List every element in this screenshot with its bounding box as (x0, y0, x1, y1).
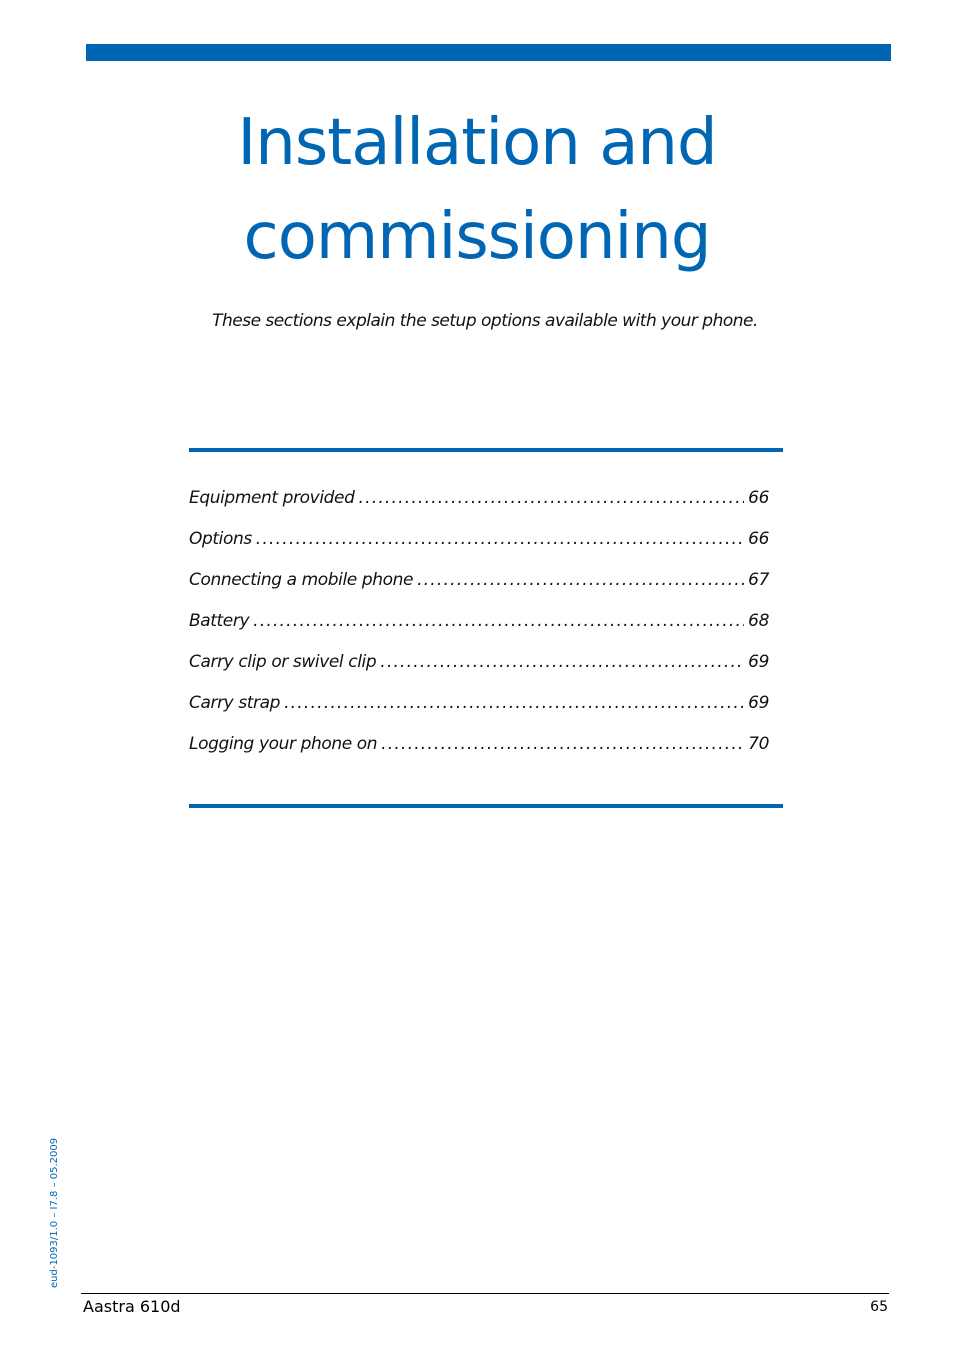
toc-entry-equipment-provided[interactable] (189, 488, 769, 529)
toc-entry-page: 69 (748, 652, 769, 672)
toc-entry-options[interactable] (189, 529, 769, 570)
toc-entry-page: 69 (748, 693, 769, 713)
toc-entry-title: Logging your phone on (189, 734, 378, 754)
toc-dot-leader (284, 693, 744, 713)
toc-entry-logging-phone-on[interactable] (189, 734, 769, 775)
toc-entry-page: 67 (748, 570, 769, 590)
toc-dot-leader (359, 488, 745, 508)
footer-product-name: Aastra 610d (83, 1297, 181, 1316)
toc-entry-title: Battery (189, 611, 250, 631)
page-title-line-2: commissioning (243, 200, 711, 274)
toc-entry-connecting-mobile-phone[interactable] (189, 570, 769, 611)
toc-dot-leader (380, 652, 744, 672)
toc-top-rule (189, 448, 783, 452)
toc-bottom-rule (189, 804, 783, 808)
toc-entry-title: Options (189, 529, 252, 549)
document-code: eud-1093/1.0 – I7.8 – 05.2009 (49, 1137, 60, 1288)
page-title-line-1: Installation and (237, 106, 717, 180)
toc-entry-title: Equipment provided (189, 488, 355, 508)
toc-dot-leader (381, 734, 744, 754)
footer-page-number: 65 (870, 1299, 888, 1315)
toc-entry-carry-strap[interactable] (189, 693, 769, 734)
toc-entry-title: Carry clip or swivel clip (189, 652, 377, 672)
toc-entry-page: 66 (748, 488, 769, 508)
toc-entry-title: Carry strap (189, 693, 281, 713)
header-bar (86, 44, 891, 61)
toc-entry-page: 66 (748, 529, 769, 549)
table-of-contents (189, 488, 769, 775)
toc-dot-leader (256, 529, 744, 549)
page-subtitle: These sections explain the setup options available with your phone. (212, 311, 758, 331)
toc-entry-title: Connecting a mobile phone (189, 570, 414, 590)
toc-dot-leader (417, 570, 744, 590)
toc-entry-page: 68 (748, 611, 769, 631)
toc-entry-battery[interactable] (189, 611, 769, 652)
page-title (0, 96, 954, 284)
toc-entry-carry-clip[interactable] (189, 652, 769, 693)
footer-rule (81, 1293, 889, 1294)
toc-dot-leader (253, 611, 744, 631)
toc-entry-page: 70 (748, 734, 769, 754)
